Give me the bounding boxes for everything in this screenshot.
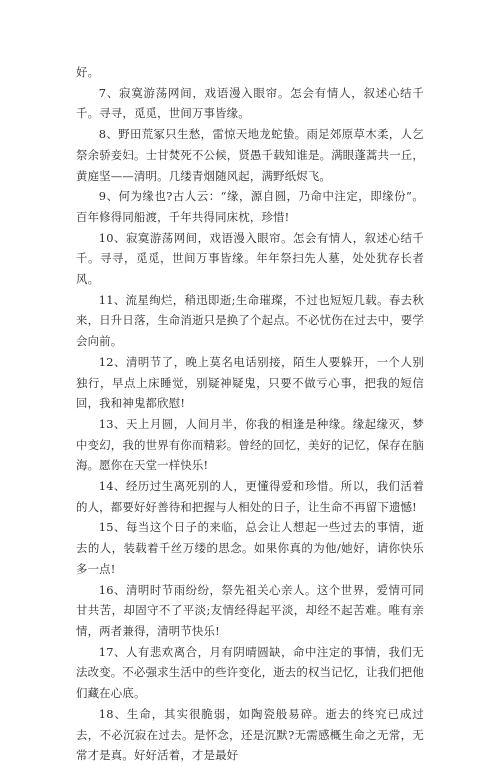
paragraph-8: 8、野田荒冢只生愁，雷惊天地龙蛇蛰。雨足郊原草木柔，人乞祭余骄妾妇。士甘焚死不公候，贤愚千载知谁是。满眼蓬蒿共一丘，黄庭坚——清明。几缕青烟随风起，满野纸烬飞。 [76,127,424,183]
paragraph-13: 13、天上月圆，人间月半，你我的相逢是种缘。缘起缘灭，梦中变幻，我的世界有你而精彩。曾经的回忆，美好的记忆，保存在脑海。愿你在天堂一样快乐! [76,416,424,473]
paragraph-17: 17、人有悲欢离合，月有阴晴圆缺，命中注定的事情，我们无法改变。不必强求生活中的些许变化，逝去的权当记忆，让我们把他们藏在心底。 [76,644,424,701]
paragraph-10: 10、寂寞游荡网间，戏语漫入眼帘。怎会有情人，叙述心结千千。寻寻，觅觅，世间万事皆缘。年年祭扫先人墓，处处犹存长者风。 [76,230,424,287]
paragraph-18: 18、生命，其实很脆弱，如陶瓷般易碎。逝去的终究已成过去，不必沉寂在过去。是怀念，还是沉默?无需感概生命之无常，无常才是真。好好活着，才是最好 [76,706,424,763]
document-body [76,62,424,766]
paragraph-7: 7、寂寞游荡网间，戏语漫入眼帘。怎会有情人，叙述心结千千。寻寻，觅觅，世间万事皆缘。 [76,85,424,121]
paragraph-15: 15、每当这个日子的来临，总会让人想起一些过去的事情，逝去的人，装载着千丝万缕的思念。如果你真的为他/她好，请你快乐多一点! [76,520,424,576]
paragraph-16: 16、清明时节雨纷纷，祭先祖关心亲人。这个世界，爱情可同甘共苦，却固守不了平淡;友情经得起平淡，却经不起苦难。唯有亲情，两者兼得，清明节快乐! [76,582,424,638]
paragraph-9: 9、何为缘也?古人云：“缘，源自圆，乃命中注定，即缘份”。百年修得同船渡，千年共得同床枕，珍惜! [76,189,424,224]
lead-fragment: 好。 [76,65,100,79]
paragraph-14: 14、经历过生离死别的人，更懂得爱和珍惜。所以，我们活着的人，都要好好善待和把握与人相处的日子，让生命不再留下遗憾! [76,479,424,514]
paragraph-11: 11、流星绚烂，稍迅即逝;生命璀璨，不过也短短几载。春去秋来，日升日落，生命消逝只是换了个起点。不必忧伤在过去中，要学会向前。 [76,292,424,349]
paragraph-12: 12、清明节了，晚上莫名电话别接，陌生人要躲开，一个人别独行，早点上床睡觉，别疑神疑鬼，只要不做亏心事，把我的短信回，我和神鬼都欣慰! [76,354,424,411]
